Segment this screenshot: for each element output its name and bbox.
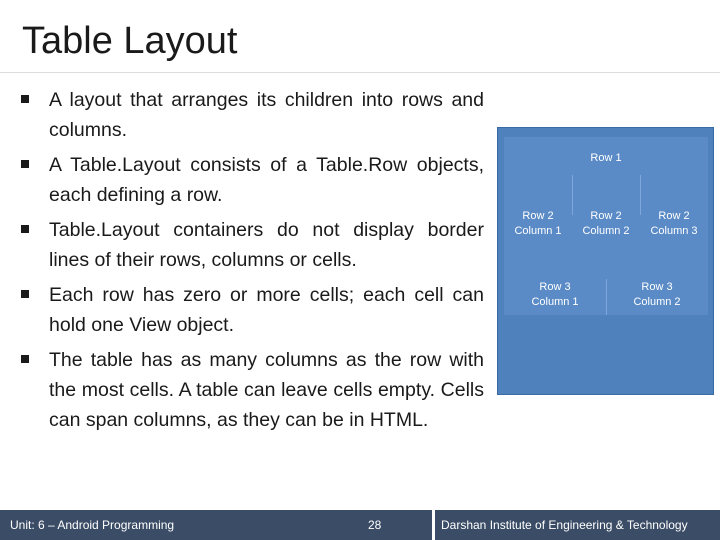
bullet-item bbox=[18, 150, 484, 210]
row3-col1-cell: Row 3 Column 1 bbox=[531, 281, 579, 308]
bullet-square-icon bbox=[20, 289, 30, 299]
bullet-text: A layout that arranges its children into rows and columns. bbox=[49, 89, 484, 141]
bullet-square-icon bbox=[20, 224, 30, 234]
bullet-text: Table.Layout containers do not display border lines of their rows, columns or cells. bbox=[49, 219, 484, 271]
bullet-item bbox=[18, 215, 484, 275]
bullet-square-icon bbox=[20, 159, 30, 169]
bullet-text: A Table.Layout consists of a Table.Row objects, each defining a row. bbox=[49, 154, 484, 206]
bullet-list bbox=[18, 85, 484, 440]
row2-col2-cell: Row 2 Column 2 bbox=[582, 210, 630, 237]
table-layout-diagram bbox=[497, 127, 714, 395]
bullet-square-icon bbox=[20, 354, 30, 364]
row3-col2-cell: Row 3 Column 2 bbox=[633, 281, 681, 308]
bullet-item bbox=[18, 280, 484, 340]
row2-col1-cell: Row 2 Column 1 bbox=[514, 210, 562, 237]
slide-title: Table Layout bbox=[22, 20, 238, 62]
bullet-item bbox=[18, 85, 484, 145]
row1-cell: Row 1 bbox=[590, 152, 622, 164]
footer-bar bbox=[0, 510, 720, 540]
title-divider bbox=[0, 72, 720, 73]
bullet-item bbox=[18, 345, 484, 435]
bullet-square-icon bbox=[20, 94, 30, 104]
bullet-text: The table has as many columns as the row with the most cells. A table can leave cells empty. Cells can span columns, as they can be in HTML. bbox=[49, 349, 484, 431]
footer-page-number: 28 bbox=[368, 518, 382, 532]
diagram-grid bbox=[504, 137, 708, 315]
footer-unit: Unit: 6 – Android Programming bbox=[10, 518, 175, 532]
row2-col3-cell: Row 2 Column 3 bbox=[650, 210, 698, 237]
footer-institute: Darshan Institute of Engineering & Technology bbox=[441, 518, 688, 532]
footer-divider bbox=[432, 510, 435, 540]
bullet-text: Each row has zero or more cells; each cell can hold one View object. bbox=[49, 284, 484, 336]
